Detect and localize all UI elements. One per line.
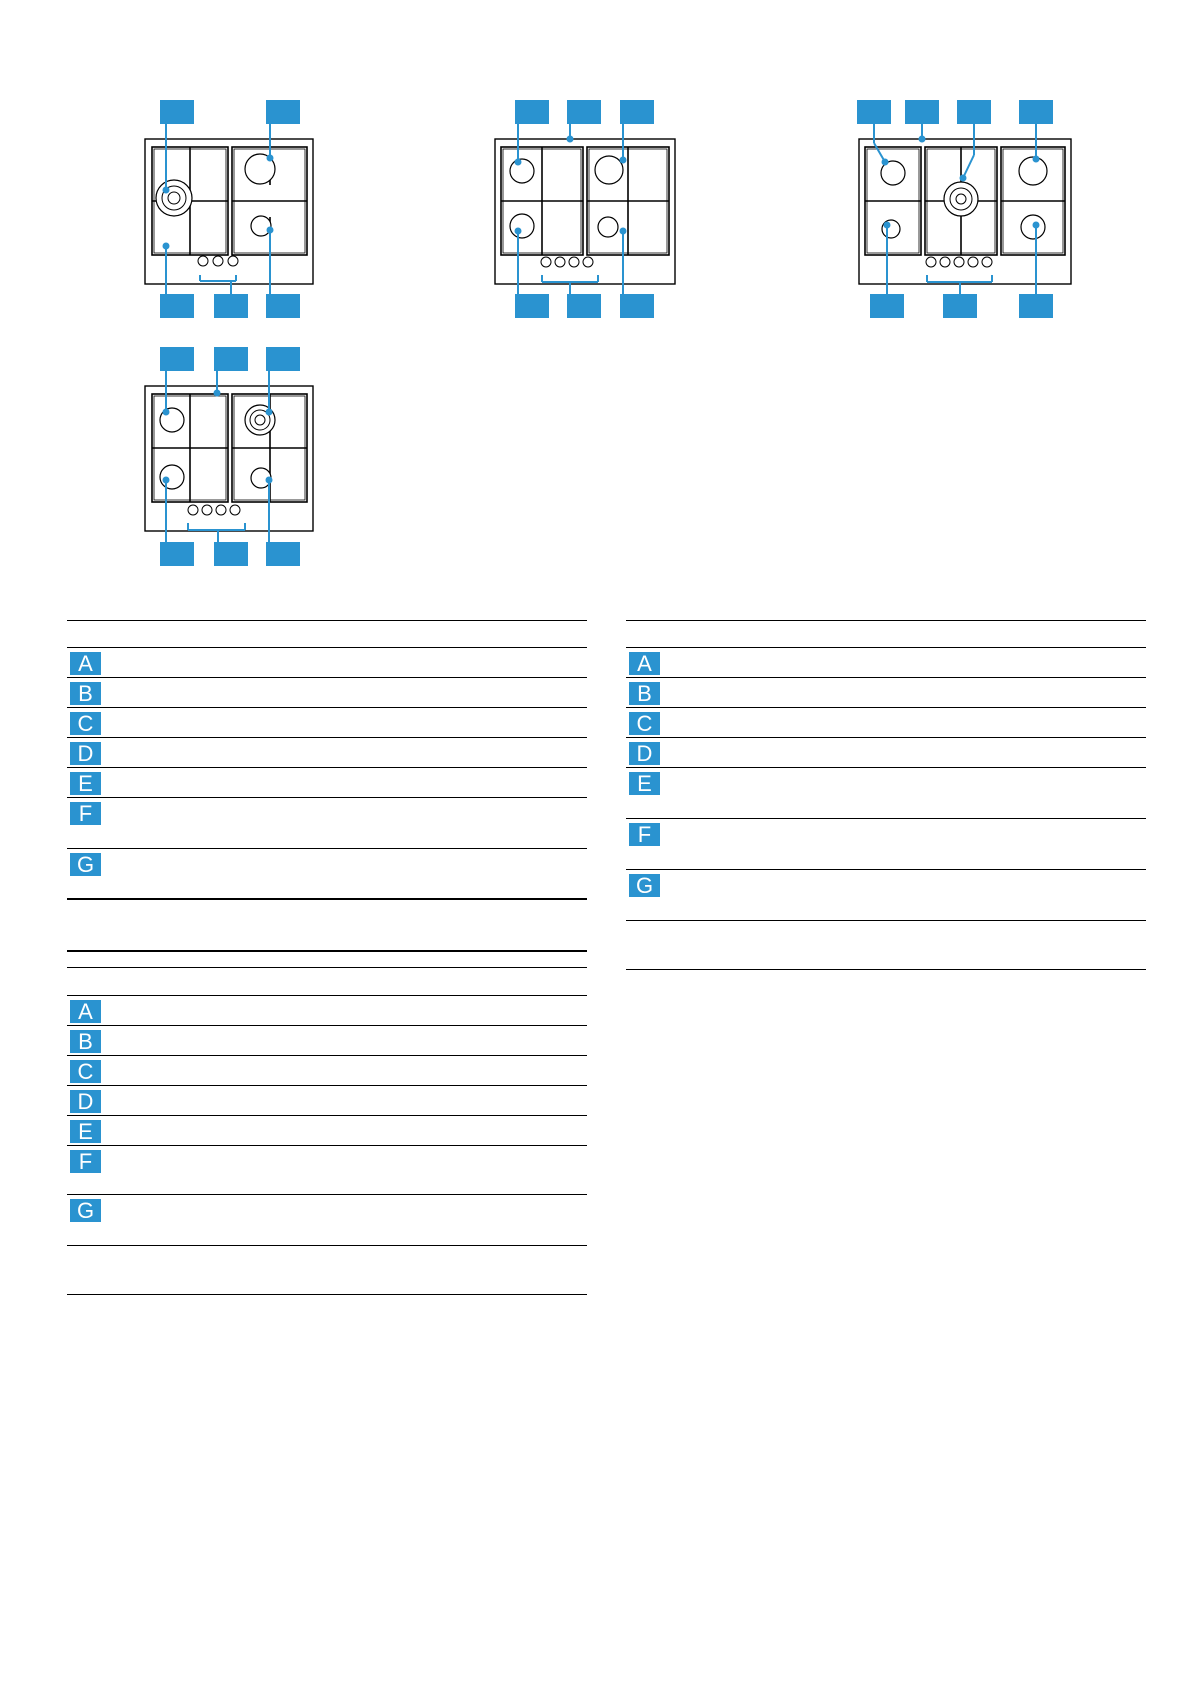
table-row — [67, 678, 587, 708]
badge-b: B — [70, 682, 101, 705]
table-row — [67, 1116, 587, 1146]
hob-diagram-5-burner — [855, 95, 1080, 330]
table-row — [67, 648, 587, 678]
hob-diagram-3-burner — [130, 95, 330, 330]
table-row — [626, 738, 1146, 768]
table-row — [626, 678, 1146, 708]
table-row — [67, 849, 587, 900]
table-row — [67, 738, 587, 768]
badge-f: F — [629, 823, 660, 846]
callout-box — [160, 294, 194, 318]
legend-table-top-right — [626, 620, 1146, 970]
table-header-row — [626, 620, 1146, 648]
table-row — [67, 996, 587, 1026]
callout-box — [266, 100, 300, 124]
hob-diagram-4-burner — [485, 95, 685, 330]
badge-d: D — [70, 1090, 101, 1113]
hob-diagram-4-burner-wok — [130, 346, 330, 581]
badge-c: C — [629, 712, 660, 735]
badge-g: G — [629, 874, 660, 897]
legend-table-top-left — [67, 620, 587, 900]
badge-c: C — [70, 1060, 101, 1083]
badge-e: E — [70, 772, 101, 795]
badge-g: G — [70, 853, 101, 876]
badge-e: E — [629, 772, 660, 795]
badge-g: G — [70, 1199, 101, 1222]
badge-b: B — [70, 1030, 101, 1053]
table-row — [626, 768, 1146, 819]
badge-a: A — [70, 1000, 101, 1023]
table-row — [67, 1056, 587, 1086]
table-header-row — [67, 950, 587, 968]
legend-table-bottom-left — [67, 950, 587, 1295]
badge-a: A — [629, 652, 660, 675]
table-row — [626, 819, 1146, 870]
table-row — [67, 1146, 587, 1195]
table-row — [67, 1026, 587, 1056]
table-row — [67, 1246, 587, 1295]
badge-f: F — [70, 802, 101, 825]
badge-f: F — [70, 1150, 101, 1173]
callout-box — [266, 294, 300, 318]
table-row — [67, 708, 587, 738]
table-row — [626, 648, 1146, 678]
callout-box — [160, 100, 194, 124]
table-row — [67, 798, 587, 849]
table-row — [67, 1086, 587, 1116]
table-row — [626, 921, 1146, 970]
badge-d: D — [629, 742, 660, 765]
badge-d: D — [70, 742, 101, 765]
table-header-row — [67, 968, 587, 996]
table-row — [626, 870, 1146, 921]
table-row — [626, 708, 1146, 738]
callout-box — [214, 294, 248, 318]
badge-e: E — [70, 1120, 101, 1143]
badge-c: C — [70, 712, 101, 735]
table-row — [67, 1195, 587, 1246]
badge-a: A — [70, 652, 101, 675]
table-header-row — [67, 620, 587, 648]
badge-b: B — [629, 682, 660, 705]
table-row — [67, 768, 587, 798]
